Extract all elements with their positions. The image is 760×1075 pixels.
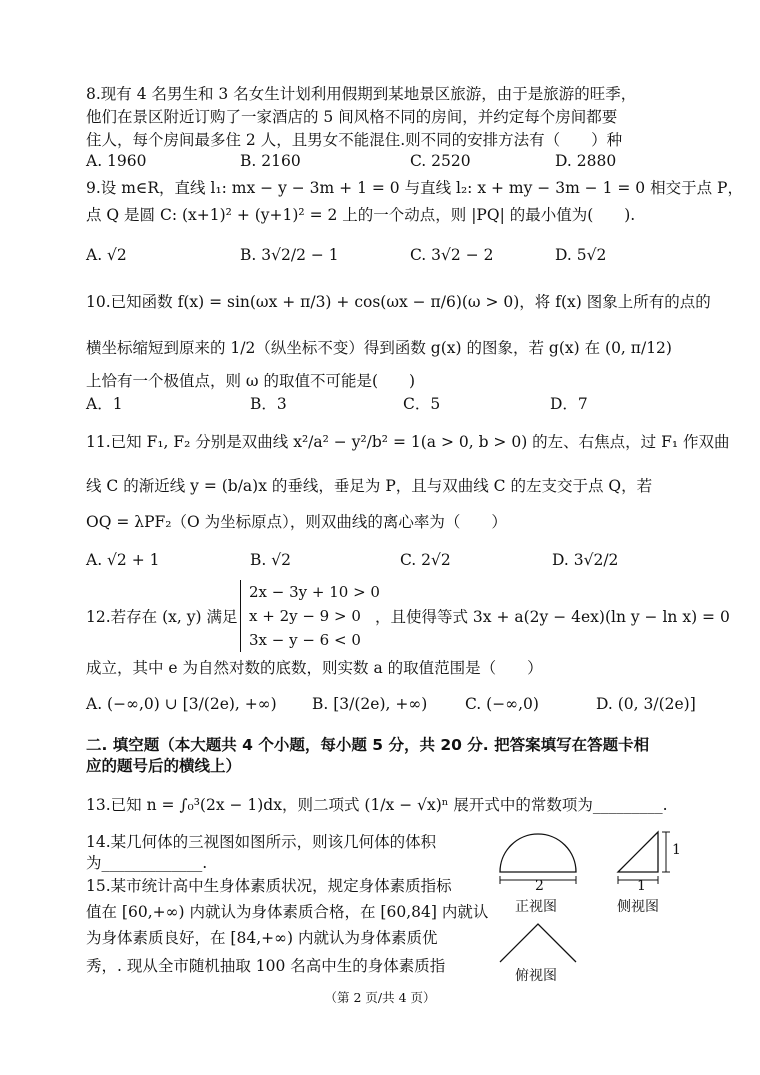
top-view-caption: 俯视图 — [515, 968, 557, 984]
q8-option-c: C. 2520 — [410, 152, 471, 170]
q12-option-a: A. (−∞,0) ∪ [3/(2e), +∞) — [86, 695, 277, 713]
q9-option-d: D. 5√2 — [555, 246, 607, 264]
q9-line1: 9.设 m∈R，直线 l₁: mx − y − 3m + 1 = 0 与直线 l₂: x + my − 3m − 1 = 0 相交于点 P， — [86, 179, 743, 197]
q14-line2: 为_____________. — [86, 854, 208, 872]
front-view-semicircle — [500, 834, 576, 872]
q8-line2: 他们在景区附近订购了一家酒店的 5 间风格不同的房间，并约定每个房间都要 — [86, 108, 618, 126]
q9-line2: 点 Q 是圆 C: (x+1)² + (y+1)² = 2 上的一个动点，则 |PQ| 的最小值为( ). — [86, 206, 636, 224]
q12-suffix: ，且使得等式 3x + a(2y − 4ex)(ln y − ln x) = 0 — [375, 608, 730, 626]
section-fill-in-heading: 二. 填空题（本大题共 4 个小题，每小题 5 分，共 20 分. 把答案填写在答题卡相 — [86, 736, 650, 754]
side-view-width-label: 1 — [637, 878, 646, 894]
q12-option-d: D. (0, 3/(2e)] — [596, 695, 696, 713]
q15-line3: 为身体素质良好，在 [84,+∞) 内就认为身体素质优 — [86, 929, 438, 947]
q8-option-a: A. 1960 — [86, 152, 147, 170]
section-fill-in-heading-cont: 应的题号后的横线上） — [86, 757, 242, 775]
side-view-caption: 侧视图 — [617, 899, 659, 915]
q11-line3: OQ = λPF₂（O 为坐标原点），则双曲线的离心率为（ ） — [86, 513, 507, 531]
q15-line4: 秀，. 现从全市随机抽取 100 名高中生的身体素质指 — [86, 957, 446, 975]
q14-line1: 14.某几何体的三视图如图所示，则该几何体的体积 — [86, 833, 437, 851]
q12-system-line1: 2x − 3y + 10 > 0 — [249, 583, 380, 601]
q10-line2: 横坐标缩短到原来的 1/2（纵坐标不变）得到函数 g(x) 的图象，若 g(x) 在 (0, π/12) — [86, 339, 672, 357]
q11-option-c: C. 2√2 — [400, 551, 451, 569]
q10-option-b: B．3 — [250, 395, 287, 413]
q12-prefix: 12.若存在 (x, y) 满足 — [86, 608, 238, 626]
side-view-height-label: 1 — [672, 842, 681, 858]
q10-line1: 10.已知函数 f(x) = sin(ωx + π/3) + cos(ωx − π/6)(ω > 0)，将 f(x) 图象上所有的点的 — [86, 293, 711, 311]
q8-option-d: D. 2880 — [555, 152, 617, 170]
q11-line2: 线 C 的渐近线 y = (b/a)x 的垂线，垂足为 P，且与双曲线 C 的左支交于点 Q，若 — [86, 477, 653, 495]
q8-line1: 8.现有 4 名男生和 3 名女生计划利用假期到某地景区旅游，由于是旅游的旺季， — [86, 85, 637, 103]
q13-text: 13.已知 n = ∫₀³(2x − 1)dx，则二项式 (1/x − √x)ⁿ 展开式中的常数项为_________. — [86, 796, 668, 814]
q12-option-c: C. (−∞,0) — [465, 695, 539, 713]
q10-option-c: C．5 — [403, 395, 441, 413]
front-view-caption: 正视图 — [515, 899, 557, 915]
q10-line3: 上恰有一个极值点，则 ω 的取值不可能是( ) — [86, 372, 416, 390]
q9-option-a: A. √2 — [86, 246, 127, 264]
q8-line3: 住人，每个房间最多住 2 人，且男女不能混住.则不同的安排方法有（ ）种 — [86, 131, 623, 149]
q11-option-b: B. √2 — [250, 551, 291, 569]
q10-option-d: D．7 — [550, 395, 588, 413]
q10-option-a: A．1 — [86, 395, 123, 413]
q9-option-c: C. 3√2 − 2 — [410, 246, 494, 264]
q9-option-b: B. 3√2/2 − 1 — [240, 246, 339, 264]
q11-option-d: D. 3√2/2 — [552, 551, 619, 569]
front-view-dimension-label: 2 — [535, 878, 544, 894]
q12-option-b: B. [3/(2e), +∞) — [312, 695, 428, 713]
q12-system-line3: 3x − y − 6 < 0 — [249, 631, 361, 649]
q15-line2: 值在 [60,+∞) 内就认为身体素质合格，在 [60,84] 内就认 — [86, 903, 489, 921]
q8-option-b: B. 2160 — [240, 152, 301, 170]
q11-option-a: A. √2 + 1 — [86, 551, 160, 569]
q12-system — [240, 580, 380, 652]
top-view-triangle — [500, 924, 576, 962]
q15-line1: 15.某市统计高中生身体素质状况，规定身体素质指标 — [86, 877, 452, 895]
page-footer: （第 2 页/共 4 页） — [324, 990, 436, 1005]
q12-line2: 成立，其中 e 为自然对数的底数，则实数 a 的取值范围是（ ） — [86, 659, 543, 677]
q12-system-line2: x + 2y − 9 > 0 — [249, 607, 361, 625]
q11-line1: 11.已知 F₁, F₂ 分别是双曲线 x²/a² − y²/b² = 1(a > 0, b > 0) 的左、右焦点，过 F₁ 作双曲 — [86, 433, 730, 451]
side-view-triangle — [618, 832, 658, 872]
